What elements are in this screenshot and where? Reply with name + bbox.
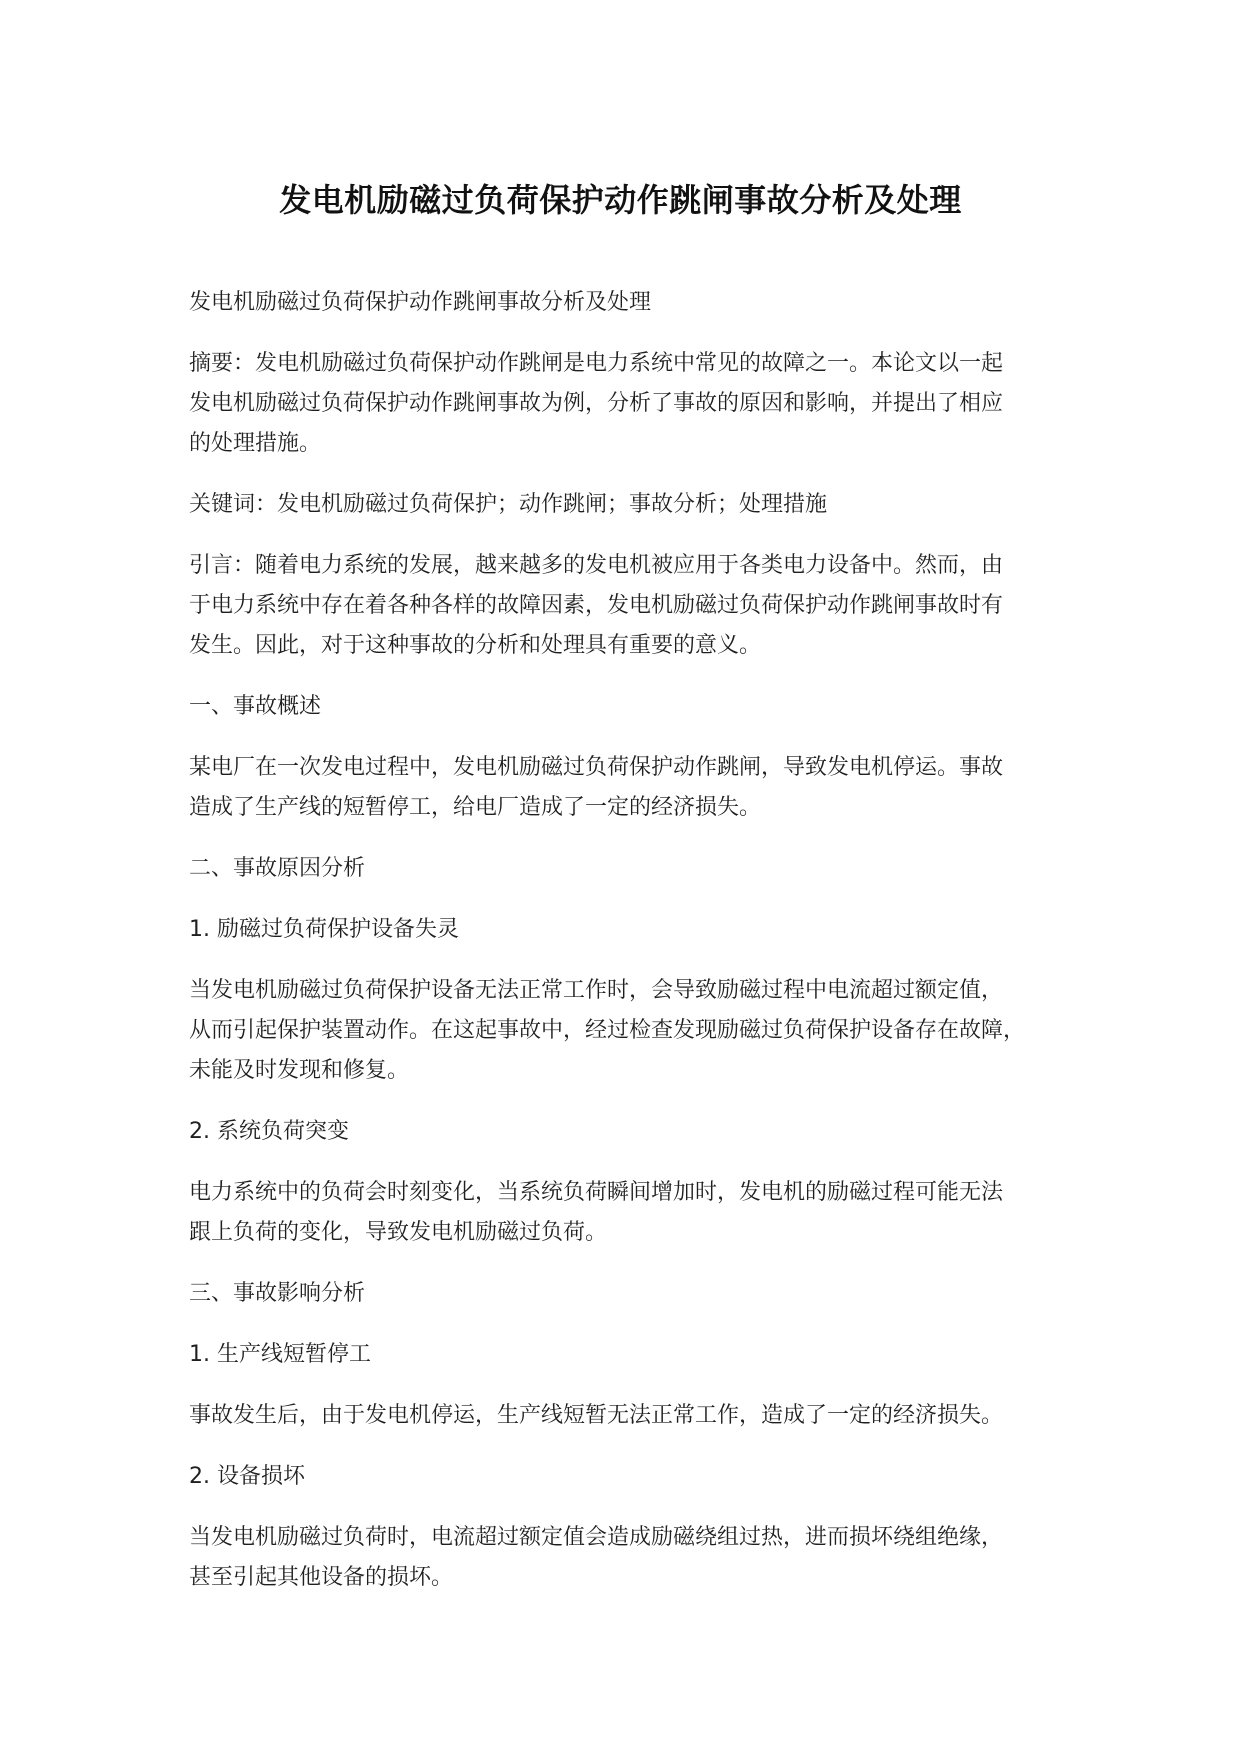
- paragraph-introduction: [189, 546, 1079, 666]
- text-line: 从而引起保护装置动作。在这起事故中，经过检查发现励磁过负荷保护设备存在故障，: [189, 1018, 1026, 1043]
- text-line: 的处理措施。: [189, 431, 322, 456]
- section-3-1-heading: [189, 1335, 1079, 1375]
- section-3-2-heading: [189, 1457, 1079, 1497]
- section-1-text: [189, 748, 1079, 828]
- text-line: 某电厂在一次发电过程中，发电机励磁过负荷保护动作跳闸，导致发电机停运。事故: [189, 755, 1004, 780]
- text-line: 引言：随着电力系统的发展，越来越多的发电机被应用于各类电力设备中。然而，由: [189, 553, 1004, 578]
- text-line: 发电机励磁过负荷保护动作跳闸事故分析及处理: [189, 290, 652, 315]
- section-3-heading: [189, 1274, 1079, 1314]
- text-line: 一、事故概述: [189, 694, 322, 719]
- text-line: 当发电机励磁过负荷时，电流超过额定值会造成励磁绕组过热，进而损坏绕组绝缘，: [189, 1525, 1004, 1550]
- section-3-1-text: [189, 1396, 1079, 1436]
- text-line: 于电力系统中存在着各种各样的故障因素，发电机励磁过负荷保护动作跳闸事故时有: [189, 593, 1004, 618]
- section-2-2-text: [189, 1173, 1079, 1253]
- paragraph-abstract: [189, 344, 1079, 464]
- text-line: 1. 生产线短暂停工: [189, 1342, 371, 1367]
- text-line: 发生。因此，对于这种事故的分析和处理具有重要的意义。: [189, 633, 762, 658]
- text-line: 甚至引起其他设备的损坏。: [189, 1565, 454, 1590]
- text-line: 当发电机励磁过负荷保护设备无法正常工作时，会导致励磁过程中电流超过额定值，: [189, 978, 1004, 1003]
- text-line: 摘要：发电机励磁过负荷保护动作跳闸是电力系统中常见的故障之一。本论文以一起: [189, 351, 1004, 376]
- text-line: 1. 励磁过负荷保护设备失灵: [189, 917, 459, 942]
- text-line: 2. 设备损坏: [189, 1464, 305, 1489]
- section-1-heading: [189, 687, 1079, 727]
- document-title: 发电机励磁过负荷保护动作跳闸事故分析及处理: [279, 181, 962, 219]
- text-line: 发电机励磁过负荷保护动作跳闸事故为例，分析了事故的原因和影响，并提出了相应: [189, 391, 1004, 416]
- paragraph-subtitle: [189, 283, 1079, 323]
- section-2-1-heading: [189, 910, 1079, 950]
- text-line: 跟上负荷的变化，导致发电机励磁过负荷。: [189, 1220, 608, 1245]
- text-line: 电力系统中的负荷会时刻变化，当系统负荷瞬间增加时，发电机的励磁过程可能无法: [189, 1180, 1004, 1205]
- text-line: 未能及时发现和修复。: [189, 1058, 410, 1083]
- text-line: 二、事故原因分析: [189, 856, 366, 881]
- text-line: 事故发生后，由于发电机停运，生产线短暂无法正常工作，造成了一定的经济损失。: [189, 1403, 1004, 1428]
- section-3-2-text: [189, 1518, 1079, 1598]
- section-2-2-heading: [189, 1112, 1079, 1152]
- text-line: 关键词：发电机励磁过负荷保护；动作跳闸；事故分析；处理措施: [189, 492, 828, 517]
- document-body: [189, 283, 1079, 1619]
- section-2-heading: [189, 849, 1079, 889]
- text-line: 三、事故影响分析: [189, 1281, 366, 1306]
- section-2-1-text: [189, 971, 1079, 1091]
- text-line: 2. 系统负荷突变: [189, 1119, 349, 1144]
- paragraph-keywords: [189, 485, 1079, 525]
- text-line: 造成了生产线的短暂停工，给电厂造成了一定的经济损失。: [189, 795, 762, 820]
